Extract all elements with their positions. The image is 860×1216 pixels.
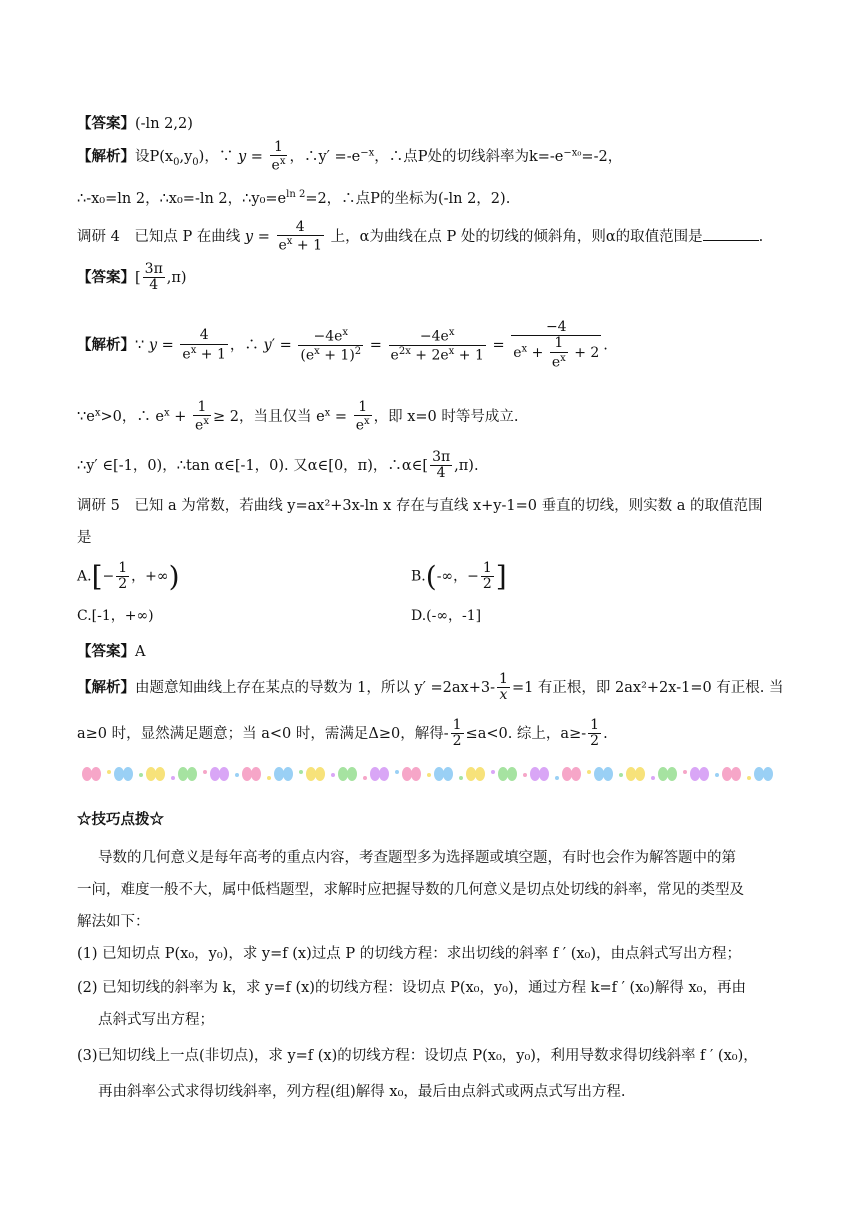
butterfly-wing (210, 767, 220, 781)
decor-dot (459, 776, 463, 780)
tips-item-3-cont: 再由斜率公式求得切线斜率，列方程(组)解得 x₀，最后由点斜式或两点式写出方程. (98, 1084, 626, 1100)
butterfly-wing (635, 767, 645, 781)
butterfly-wing (571, 767, 581, 781)
butterfly-wing (443, 767, 453, 781)
analysis-line-2: ∴-x₀=ln 2，∴x₀=-ln 2，$\therefore y_0=e^{ln 2}=2$，∴点P的坐标为(-ln 2，2). (77, 189, 511, 207)
butterfly-wing (82, 767, 92, 781)
tips-paragraph-2: 一问，难度一般不大，属中低档题型，求解时应把握导数的几何意义是切点处切线的斜率，常见的类型及 (77, 882, 744, 898)
decor-dot (139, 773, 143, 777)
decor-dot (299, 770, 303, 774)
tips-item-2-cont: 点斜式写出方程； (98, 1012, 214, 1028)
question-4: 调研 4 已知点 P 在曲线 y = $\frac{4}{e^x + 1}$ 上，α为曲线在点 P 处的切线的倾斜角，则α的取值范围是 . (77, 219, 764, 255)
butterfly-wing (338, 767, 348, 781)
analysis-line-5b: a≥0 时，显然满足题意；当 a<0 时，需满足Δ≥0，解得- $\frac{1}{2}$ ≤a<0. 综上，a≥- $\frac{1}{2}$ . (77, 717, 608, 750)
butterfly-wing (379, 767, 389, 781)
decor-dot (107, 770, 111, 774)
decor-dot (203, 770, 207, 774)
butterfly-wing (370, 767, 380, 781)
butterfly-wing (626, 767, 636, 781)
butterfly-wing (763, 767, 773, 781)
butterfly-wing (498, 767, 508, 781)
butterfly-wing (731, 767, 741, 781)
butterfly-wing (466, 767, 476, 781)
butterfly-wing (754, 767, 764, 781)
butterfly-wing (434, 767, 444, 781)
analysis-line-4b: $\because e^x>0$，∴ $e^x$ + $\frac{1}{e^x}$ ≥ 2，当且仅当 $e^x$ = $\frac{1}{e^x}$ ，即 x=0 时等号成立. (77, 399, 519, 435)
analysis-line-4a: 【解析】∵ y = $\frac{4}{e^x + 1}$ ，∴ y′ = $\frac{-4e^x}{(e^x + 1)^2}$ = $\frac{-4e^x}{e^{2x} + 2e^x + 1}$ = −4 $e^x$ + $\frac{1}{e^x}$ + 2 . (77, 319, 608, 371)
butterfly-wing (699, 767, 709, 781)
tips-paragraph-3: 解法如下： (77, 914, 150, 930)
decor-dot (491, 770, 495, 774)
butterfly-wing (507, 767, 517, 781)
butterfly-wing (530, 767, 540, 781)
option-b[interactable]: B.(-∞，− $\frac{1}{2}$ ] (411, 559, 507, 593)
butterfly-wing (283, 767, 293, 781)
question-5: 调研 5 已知 a 为常数，若曲线 y=ax²+3x-ln x 存在与直线 x+y-1=0 垂直的切线，则实数 a 的取值范围 (77, 498, 763, 514)
butterfly-wing (114, 767, 124, 781)
butterfly-wing (242, 767, 252, 781)
decor-dot (427, 773, 431, 777)
butterfly-wing (347, 767, 357, 781)
butterfly-wing (722, 767, 732, 781)
butterfly-wing (306, 767, 316, 781)
tips-item-3: (3)已知切线上一点(非切点)，求 y=f (x)的切线方程：设切点 P(x₀，y₀)，利用导数求得切线斜率 f ′ (x₀)， (77, 1048, 758, 1064)
butterfly-wing (146, 767, 156, 781)
butterfly-wing (402, 767, 412, 781)
butterfly-wing (690, 767, 700, 781)
answer-line-4: 【答案】[ $\frac{3\pi}{4}$ ,π) (77, 261, 187, 294)
tips-item-2: (2) 已知切线的斜率为 k，求 y=f (x)的切线方程：设切点 P(x₀，y₀)，通过方程 k=f ′ (x₀)解得 x₀，再由 (77, 980, 746, 996)
decor-dot (619, 773, 623, 777)
answer-line-1: 【答案】(-ln 2,2) (77, 115, 193, 132)
butterfly-wing (603, 767, 613, 781)
option-a[interactable]: A.[− $\frac{1}{2}$ ，+∞) (77, 559, 180, 593)
decor-dot (587, 770, 591, 774)
option-d[interactable]: D.(-∞，-1] (411, 608, 482, 624)
decor-dot (555, 776, 559, 780)
decor-dot (171, 776, 175, 780)
butterfly-wing (274, 767, 284, 781)
decor-dot (235, 773, 239, 777)
butterfly-wing (562, 767, 572, 781)
decorative-divider (77, 762, 777, 786)
decor-dot (363, 776, 367, 780)
butterfly-wing (123, 767, 133, 781)
tips-title: ☆技巧点拨☆ (77, 811, 164, 828)
butterfly-wing (91, 767, 101, 781)
tips-paragraph-1: 导数的几何意义是每年高考的重点内容，考查题型多为选择题或填空题，有时也会作为解答题中的第 (98, 850, 736, 866)
butterfly-wing (251, 767, 261, 781)
butterfly-wing (539, 767, 549, 781)
butterfly-wing (219, 767, 229, 781)
butterfly-wing (594, 767, 604, 781)
decor-dot (747, 776, 751, 780)
butterfly-wing (667, 767, 677, 781)
butterfly-wing (155, 767, 165, 781)
answer-blank (703, 240, 759, 241)
answer-line-5: 【答案】A (77, 643, 146, 660)
analysis-line-4c: ∴y′ ∈[-1，0)，∴tan α∈[-1，0). 又α∈[0，π)，∴α∈[ $\frac{3\pi}{4}$ ,π). (77, 449, 479, 482)
decor-dot (523, 773, 527, 777)
analysis-line-5a: 【解析】由题意知曲线上存在某点的导数为 1，所以 y′ =2ax+3- $\frac{1}{x}$ =1 有正根，即 2ax²+2x-1=0 有正根. 当 (77, 671, 784, 704)
decor-dot (331, 773, 335, 777)
decor-dot (267, 776, 271, 780)
butterfly-wing (475, 767, 485, 781)
decor-dot (715, 773, 719, 777)
butterfly-wing (411, 767, 421, 781)
butterfly-wing (315, 767, 325, 781)
decor-dot (683, 770, 687, 774)
butterfly-wing (658, 767, 668, 781)
decor-dot (651, 776, 655, 780)
butterfly-wing (178, 767, 188, 781)
question-5-cont: 是 (77, 530, 92, 546)
option-c[interactable]: C.[-1，+∞) (77, 608, 154, 624)
tips-item-1: (1) 已知切点 P(x₀，y₀)，求 y=f (x)过点 P 的切线方程：求出切线的斜率 f ′ (x₀)，由点斜式写出方程； (77, 946, 742, 962)
analysis-line-1: 【解析】设$P(x_0,y_0)$，∵ y = $\frac{1}{e^x}$ ，∴y′ $=-e^{-x}$，∴点P处的切线斜率为$k=-e^{-x_0}=-2$， (77, 139, 623, 175)
decor-dot (395, 770, 399, 774)
butterfly-wing (187, 767, 197, 781)
